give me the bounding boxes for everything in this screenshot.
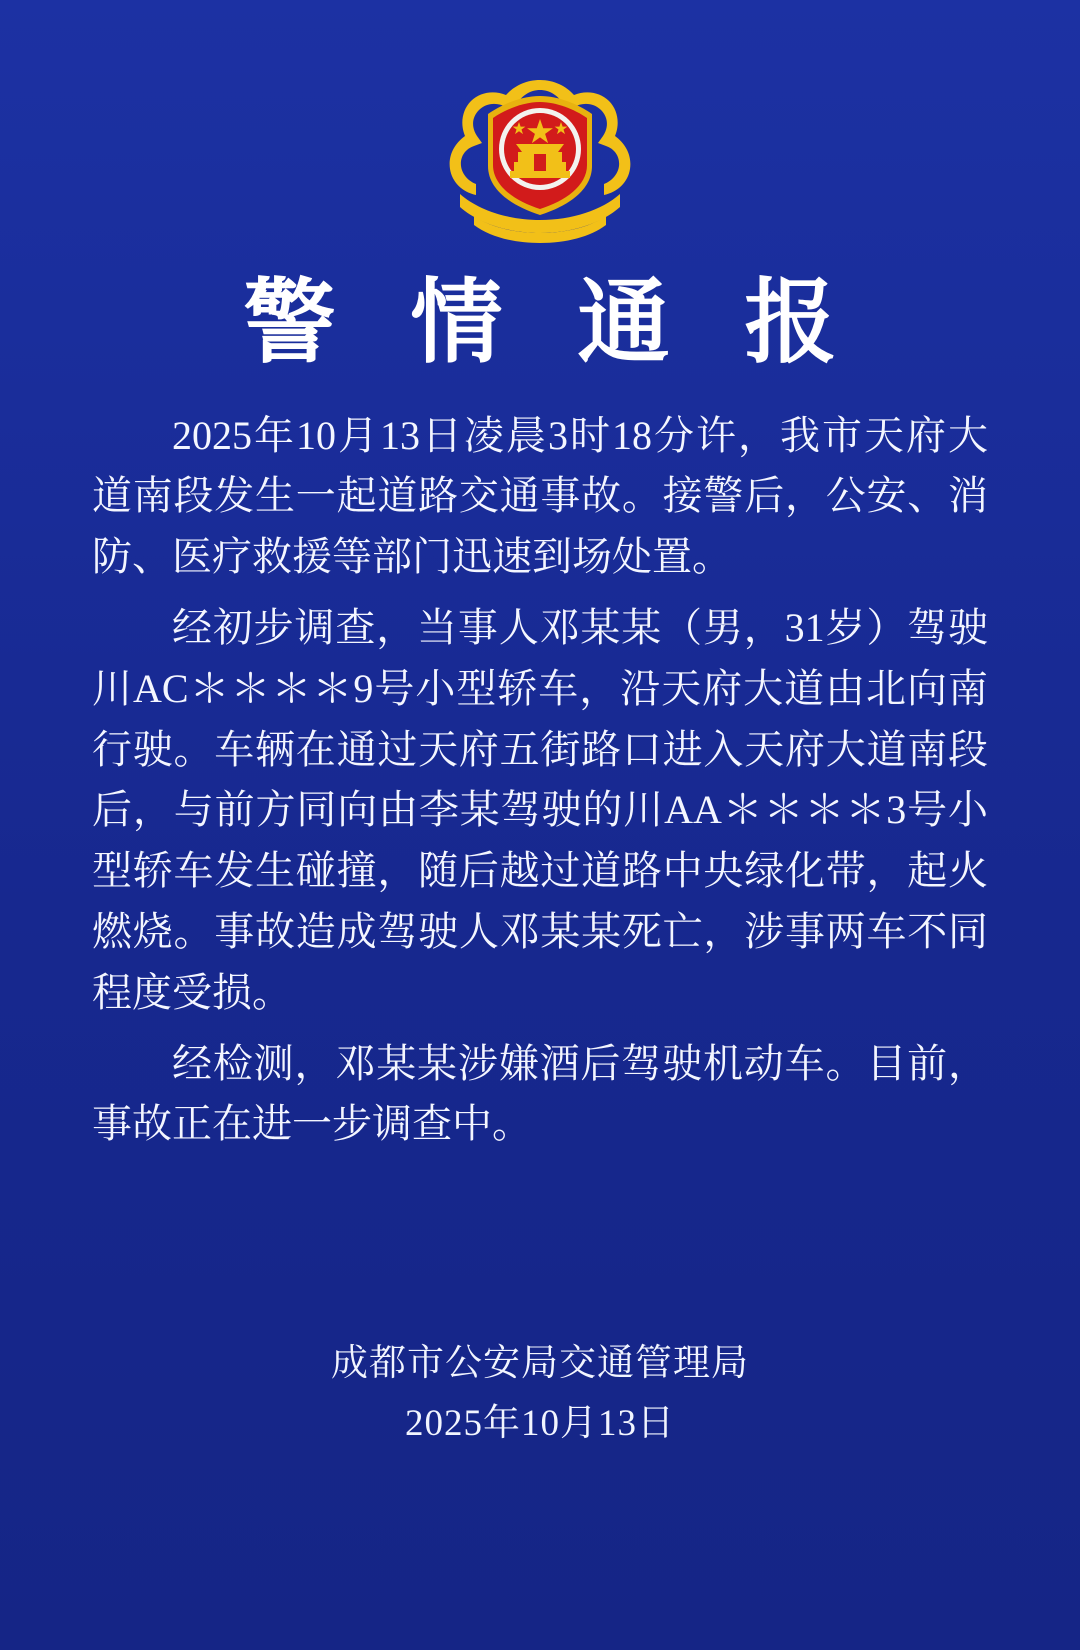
notice-body — [92, 406, 988, 1166]
page-title: 警 情 通 报 — [243, 272, 863, 374]
notice-paragraph: 经检测，邓某某涉嫌酒后驾驶机动车。目前，事故正在进一步调查中。 — [92, 1040, 988, 1147]
police-emblem-icon — [430, 74, 650, 249]
notice-paragraph: 经初步调查，当事人邓某某（男，31岁）驾驶川AC＊＊＊＊9号小型轿车，沿天府大道由北向南行驶。车辆在通过天府五街路口进入天府大道南段后，与前方同向由李某驾驶的川AA＊＊＊＊3号小型轿车发生碰撞，随后越过道路中央绿化带，起火燃烧。事故造成驾驶人邓某某死亡，涉事两车不同程度受损。 — [92, 604, 988, 1015]
issuing-authority: 成都市公安局交通管理局 — [331, 1343, 749, 1385]
issue-date: 2025年10月13日 — [405, 1403, 675, 1445]
signature-block — [0, 1334, 1080, 1454]
notice-paragraph: 2025年10月13日凌晨3时18分许，我市天府大道南段发生一起道路交通事故。接警后，公安、消防、医疗救援等部门迅速到场处置。 — [92, 412, 988, 580]
